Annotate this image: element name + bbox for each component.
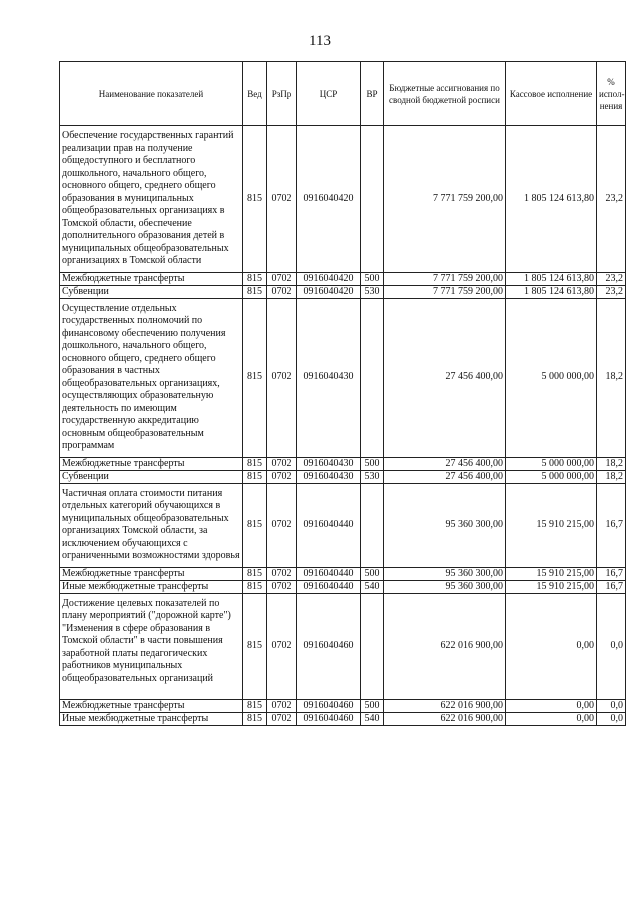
table-row-detail (60, 272, 626, 285)
cell-vr (361, 483, 384, 567)
cell-cash: 1 805 124 613,80 (506, 126, 597, 273)
cell-ved: 815 (243, 712, 267, 725)
cell-percent: 18,2 (597, 470, 626, 483)
table-row-indicator (60, 126, 626, 273)
cell-name: Иные межбюджетные трансферты (60, 580, 243, 593)
cell-name: Иные межбюджетные трансферты (60, 712, 243, 725)
cell-name: Межбюджетные трансферты (60, 567, 243, 580)
cell-csr: 0916040460 (297, 699, 361, 712)
table-row-detail (60, 699, 626, 712)
cell-rzpr: 0702 (267, 272, 297, 285)
cell-csr: 0916040430 (297, 298, 361, 457)
cell-budget: 7 771 759 200,00 (384, 272, 506, 285)
cell-percent: 0,0 (597, 593, 626, 699)
cell-name: Осуществление отдельных государственных полномочий по финансовому обеспечению получения дошкольного, начального общего, основного общего, среднего общего образования в частных общеобразовательных организациях, осуществляющих образовательную деятельность по имеющим государственную аккредитацию основным общеобразовательным программам (60, 298, 243, 457)
cell-vr: 500 (361, 457, 384, 470)
cell-csr: 0916040420 (297, 272, 361, 285)
cell-csr: 0916040460 (297, 593, 361, 699)
cell-vr (361, 298, 384, 457)
cell-rzpr: 0702 (267, 593, 297, 699)
budget-execution-table (59, 61, 626, 726)
cell-rzpr: 0702 (267, 567, 297, 580)
cell-budget: 27 456 400,00 (384, 470, 506, 483)
header-csr: ЦСР (297, 62, 361, 126)
cell-budget: 27 456 400,00 (384, 298, 506, 457)
cell-ved: 815 (243, 567, 267, 580)
cell-name: Обеспечение государственных гарантий реализации прав на получение общедоступного и бесплатного дошкольного, начального общего, основного общего, среднего общего образования в муниципальных общеобразовательных организациях в Томской области, обеспечение дополнительного образования детей в муниципальных общеобразовательных организациях в Томской области (60, 126, 243, 273)
cell-vr: 540 (361, 580, 384, 593)
cell-vr: 500 (361, 272, 384, 285)
table-row-detail (60, 285, 626, 298)
table-row-detail (60, 567, 626, 580)
cell-ved: 815 (243, 126, 267, 273)
table-row-indicator (60, 298, 626, 457)
table-row-indicator (60, 483, 626, 567)
cell-rzpr: 0702 (267, 298, 297, 457)
cell-ved: 815 (243, 272, 267, 285)
cell-ved: 815 (243, 285, 267, 298)
table-body (60, 126, 626, 726)
cell-budget: 27 456 400,00 (384, 457, 506, 470)
cell-name: Частичная оплата стоимости питания отдельных категорий обучающихся в муниципальных общеобразовательных организациях Томской области, за исключением обучающихся с ограниченными возможностями здоровья (60, 483, 243, 567)
cell-rzpr: 0702 (267, 580, 297, 593)
cell-vr (361, 126, 384, 273)
cell-csr: 0916040440 (297, 483, 361, 567)
header-cash: Кассовое исполнение (506, 62, 597, 126)
cell-csr: 0916040420 (297, 285, 361, 298)
cell-ved: 815 (243, 593, 267, 699)
cell-csr: 0916040440 (297, 580, 361, 593)
cell-ved: 815 (243, 699, 267, 712)
cell-ved: 815 (243, 483, 267, 567)
cell-percent: 23,2 (597, 285, 626, 298)
cell-vr: 530 (361, 285, 384, 298)
cell-rzpr: 0702 (267, 126, 297, 273)
cell-cash: 5 000 000,00 (506, 457, 597, 470)
cell-ved: 815 (243, 457, 267, 470)
header-vr: ВР (361, 62, 384, 126)
cell-budget: 95 360 300,00 (384, 483, 506, 567)
table-row-detail (60, 712, 626, 725)
cell-ved: 815 (243, 298, 267, 457)
cell-rzpr: 0702 (267, 483, 297, 567)
cell-budget: 95 360 300,00 (384, 580, 506, 593)
cell-name (60, 593, 243, 699)
cell-percent: 23,2 (597, 126, 626, 273)
cell-percent: 0,0 (597, 712, 626, 725)
page-number: 113 (309, 33, 331, 49)
cell-budget: 622 016 900,00 (384, 699, 506, 712)
cell-ved: 815 (243, 580, 267, 593)
cell-name: Субвенции (60, 470, 243, 483)
cell-vr (361, 593, 384, 699)
cell-name: Межбюджетные трансферты (60, 699, 243, 712)
cell-cash: 0,00 (506, 699, 597, 712)
cell-cash: 1 805 124 613,80 (506, 272, 597, 285)
cell-percent: 23,2 (597, 272, 626, 285)
cell-name-text: Достижение целевых показателей по плану мероприятий ("дорожной карте") "Изменения в сфере образования в Томской области" в части повышения заработной платы педагогических работников муниципальных общеобразовательных организаций (62, 597, 231, 684)
cell-rzpr: 0702 (267, 712, 297, 725)
cell-ved: 815 (243, 470, 267, 483)
table-row-detail (60, 470, 626, 483)
cell-budget: 95 360 300,00 (384, 567, 506, 580)
cell-percent: 16,7 (597, 580, 626, 593)
cell-percent: 16,7 (597, 483, 626, 567)
table-row-detail (60, 457, 626, 470)
cell-csr: 0916040420 (297, 126, 361, 273)
cell-csr: 0916040430 (297, 457, 361, 470)
cell-cash: 15 910 215,00 (506, 567, 597, 580)
cell-name: Межбюджетные трансферты (60, 457, 243, 470)
cell-budget: 622 016 900,00 (384, 712, 506, 725)
cell-vr: 500 (361, 699, 384, 712)
cell-rzpr: 0702 (267, 285, 297, 298)
cell-name: Субвенции (60, 285, 243, 298)
header-percent: % испол-нения (597, 62, 626, 126)
cell-rzpr: 0702 (267, 699, 297, 712)
table-row-indicator (60, 593, 626, 699)
table-header-row (60, 62, 626, 126)
cell-vr: 500 (361, 567, 384, 580)
cell-vr: 540 (361, 712, 384, 725)
cell-budget: 622 016 900,00 (384, 593, 506, 699)
header-rzpr: РзПр (267, 62, 297, 126)
cell-vr: 530 (361, 470, 384, 483)
cell-name: Межбюджетные трансферты (60, 272, 243, 285)
cell-percent: 18,2 (597, 298, 626, 457)
header-name: Наименование показателей (60, 62, 243, 126)
cell-percent: 0,0 (597, 699, 626, 712)
header-ved: Вед (243, 62, 267, 126)
cell-cash: 5 000 000,00 (506, 470, 597, 483)
cell-csr: 0916040430 (297, 470, 361, 483)
cell-csr: 0916040440 (297, 567, 361, 580)
cell-cash: 0,00 (506, 593, 597, 699)
table-row-detail (60, 580, 626, 593)
cell-budget: 7 771 759 200,00 (384, 285, 506, 298)
cell-percent: 18,2 (597, 457, 626, 470)
cell-cash: 15 910 215,00 (506, 483, 597, 567)
cell-percent: 16,7 (597, 567, 626, 580)
header-budget: Бюджетные ассигнования по сводной бюджетной росписи (384, 62, 506, 126)
cell-cash: 5 000 000,00 (506, 298, 597, 457)
cell-rzpr: 0702 (267, 457, 297, 470)
cell-cash: 15 910 215,00 (506, 580, 597, 593)
cell-cash: 1 805 124 613,80 (506, 285, 597, 298)
cell-budget: 7 771 759 200,00 (384, 126, 506, 273)
cell-csr: 0916040460 (297, 712, 361, 725)
cell-rzpr: 0702 (267, 470, 297, 483)
cell-cash: 0,00 (506, 712, 597, 725)
